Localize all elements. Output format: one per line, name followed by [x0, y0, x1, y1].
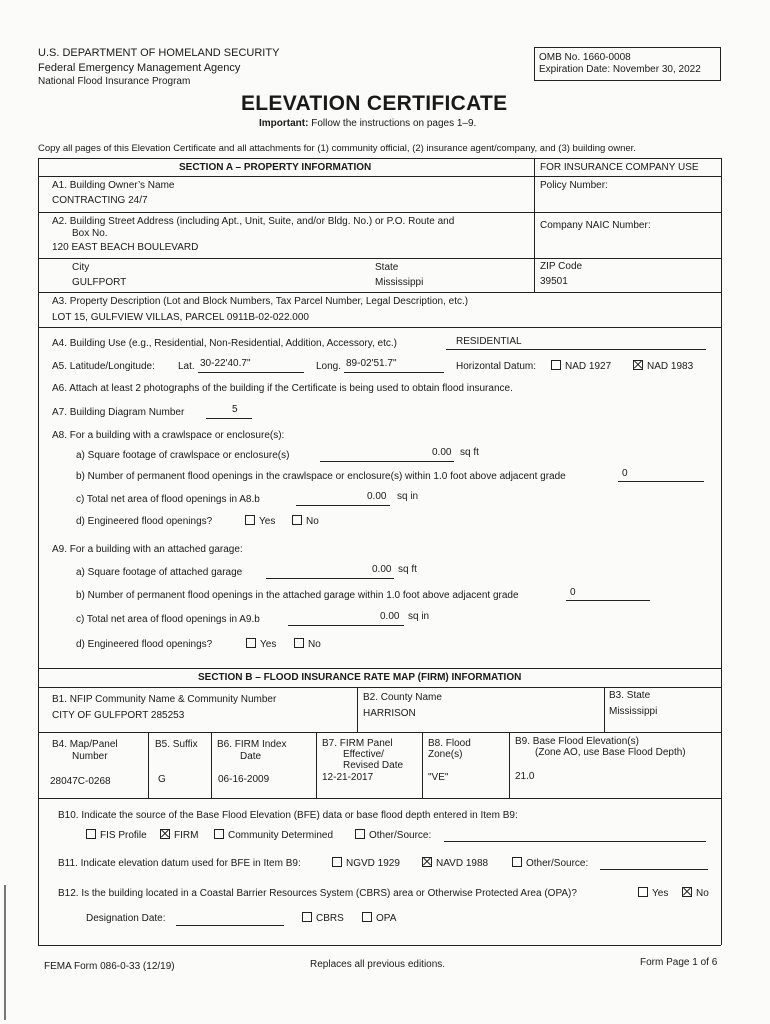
- scan-edge-shadow: [4, 885, 6, 1020]
- policy-number-label: Policy Number:: [540, 180, 608, 191]
- nad1983-option[interactable]: NAD 1983: [633, 360, 693, 372]
- a4-value[interactable]: RESIDENTIAL: [456, 336, 522, 347]
- other-source-checkbox[interactable]: [355, 829, 365, 839]
- lat-value[interactable]: 30-22'40.7": [200, 358, 251, 369]
- fis-profile-option[interactable]: FIS Profile: [86, 829, 147, 841]
- city-label: City: [72, 262, 90, 273]
- dept-name: U.S. DEPARTMENT OF HOMELAND SECURITY: [38, 47, 280, 59]
- a9c-unit: sq in: [408, 611, 430, 622]
- program-name: National Flood Insurance Program: [38, 76, 191, 87]
- b4-label-line2: Number: [72, 751, 108, 762]
- navd1988-option[interactable]: NAVD 1988: [422, 857, 488, 869]
- a7-value[interactable]: 5: [232, 404, 238, 415]
- b6-value[interactable]: 06-16-2009: [218, 774, 270, 785]
- b8-label-line1: B8. Flood: [428, 738, 471, 749]
- city-value[interactable]: GULFPORT: [72, 277, 127, 288]
- b7-label-line1: B7. FIRM Panel: [322, 738, 393, 749]
- a8c-unit: sq in: [397, 491, 419, 502]
- b5-value[interactable]: G: [158, 774, 166, 785]
- section-a-title: SECTION A – PROPERTY INFORMATION: [179, 162, 372, 173]
- opa-checkbox[interactable]: [362, 912, 372, 922]
- a8a-label: a) Square footage of crawlspace or enclosure(s): [76, 450, 290, 461]
- fis-profile-checkbox[interactable]: [86, 829, 96, 839]
- other-datum-option[interactable]: Other/Source:: [512, 857, 588, 869]
- state-value[interactable]: Mississippi: [375, 277, 424, 288]
- other-source-field[interactable]: [444, 841, 706, 842]
- b2-label: B2. County Name: [363, 692, 442, 703]
- b4-value[interactable]: 28047C-0268: [50, 776, 111, 787]
- important-note: [259, 118, 476, 129]
- a9d-no-option[interactable]: No: [294, 638, 321, 650]
- b7-label-line2: Effective/: [343, 749, 384, 760]
- designation-date-label: Designation Date:: [86, 913, 166, 924]
- a9c-label: c) Total net area of flood openings in A9.b: [76, 614, 260, 625]
- a5-label: A5. Latitude/Longitude:: [52, 361, 155, 372]
- a9d-label: d) Engineered flood openings?: [76, 639, 213, 650]
- b11-label: B11. Indicate elevation datum used for BFE in Item B9:: [58, 858, 301, 869]
- b7-value[interactable]: 12-21-2017: [322, 772, 374, 783]
- b9-label-line1: B9. Base Flood Elevation(s): [515, 736, 639, 747]
- b12-label: B12. Is the building located in a Coastal Barrier Resources System (CBRS) area or Otherwise Protected Area (OPA)?: [58, 888, 577, 899]
- a2-value[interactable]: 120 EAST BEACH BOULEVARD: [52, 242, 199, 253]
- a8b-label: b) Number of permanent flood openings in the crawlspace or enclosure(s) within 1.0 foot above adjacent grade: [76, 471, 566, 482]
- b12-yes-option[interactable]: Yes: [638, 887, 668, 899]
- a9d-yes-checkbox[interactable]: [246, 638, 256, 648]
- section-b-title: SECTION B – FLOOD INSURANCE RATE MAP (FIRM) INFORMATION: [198, 672, 522, 683]
- a9a-value[interactable]: 0.00: [372, 564, 392, 575]
- b1-label: B1. NFIP Community Name & Community Number: [52, 694, 277, 705]
- b2-value[interactable]: HARRISON: [363, 708, 416, 719]
- a8a-value[interactable]: 0.00: [432, 447, 452, 458]
- a9c-value[interactable]: 0.00: [380, 611, 400, 622]
- long-label: Long.: [316, 361, 342, 372]
- form-number: FEMA Form 086-0-33 (12/19): [44, 961, 175, 972]
- nad1927-checkbox[interactable]: [551, 360, 561, 370]
- a3-label: A3. Property Description (Lot and Block Numbers, Tax Parcel Number, Legal Description, etc.): [52, 296, 469, 307]
- a8d-no-checkbox[interactable]: [292, 515, 302, 525]
- agency-name: Federal Emergency Management Agency: [38, 62, 241, 74]
- page-number: Form Page 1 of 6: [640, 957, 718, 968]
- page-title: ELEVATION CERTIFICATE: [241, 92, 508, 115]
- nad1983-checkbox[interactable]: [633, 360, 643, 370]
- b9-value[interactable]: 21.0: [515, 771, 535, 782]
- cbrs-option[interactable]: CBRS: [302, 912, 344, 924]
- a9a-label: a) Square footage of attached garage: [76, 567, 243, 578]
- a2-label-line2: Box No.: [72, 228, 108, 239]
- long-value[interactable]: 89-02'51.7": [346, 358, 397, 369]
- a8d-yes-option[interactable]: Yes: [245, 515, 275, 527]
- a9b-value[interactable]: 0: [570, 587, 576, 598]
- community-determined-option[interactable]: Community Determined: [214, 829, 333, 841]
- other-source-option[interactable]: Other/Source:: [355, 829, 431, 841]
- replaces-note: Replaces all previous editions.: [310, 959, 446, 970]
- a8c-value[interactable]: 0.00: [367, 491, 387, 502]
- a8-label: A8. For a building with a crawlspace or enclosure(s):: [52, 430, 285, 441]
- navd1988-checkbox[interactable]: [422, 857, 432, 867]
- ngvd1929-checkbox[interactable]: [332, 857, 342, 867]
- designation-date-field[interactable]: [176, 925, 284, 926]
- b3-value[interactable]: Mississippi: [609, 706, 658, 717]
- community-determined-checkbox[interactable]: [214, 829, 224, 839]
- firm-option[interactable]: FIRM: [160, 829, 198, 841]
- b4-label-line1: B4. Map/Panel: [52, 739, 118, 750]
- b5-label: B5. Suffix: [155, 739, 198, 750]
- b12-no-option[interactable]: No: [682, 887, 709, 899]
- b6-label-line1: B6. FIRM Index: [217, 739, 287, 750]
- a8d-label: d) Engineered flood openings?: [76, 516, 213, 527]
- a1-value[interactable]: CONTRACTING 24/7: [52, 195, 148, 206]
- b3-label: B3. State: [609, 690, 651, 701]
- important-label: Important:: [259, 118, 309, 129]
- nad1927-option[interactable]: NAD 1927: [551, 360, 611, 372]
- a9a-unit: sq ft: [398, 564, 417, 575]
- a7-label: A7. Building Diagram Number: [52, 407, 185, 418]
- b12-no-checkbox[interactable]: [682, 887, 692, 897]
- a9-label: A9. For a building with an attached garage:: [52, 544, 243, 555]
- a8a-unit: sq ft: [460, 447, 479, 458]
- other-datum-field[interactable]: [600, 869, 708, 870]
- b9-label-line2: (Zone AO, use Base Flood Depth): [535, 747, 686, 758]
- horizontal-datum-label: Horizontal Datum:: [456, 361, 537, 372]
- b7-label-line3: Revised Date: [343, 760, 404, 771]
- naic-label: Company NAIC Number:: [540, 220, 651, 231]
- firm-checkbox[interactable]: [160, 829, 170, 839]
- a8b-value[interactable]: 0: [622, 468, 628, 479]
- b8-value[interactable]: "VE": [428, 772, 449, 783]
- a8d-yes-checkbox[interactable]: [245, 515, 255, 525]
- b10-label: B10. Indicate the source of the Base Flood Elevation (BFE) data or base flood depth entered in Item B9:: [58, 810, 518, 821]
- b1-value[interactable]: CITY OF GULFPORT 285253: [52, 710, 185, 721]
- opa-option[interactable]: OPA: [362, 912, 396, 924]
- expiration-date: Expiration Date: November 30, 2022: [539, 64, 701, 75]
- ngvd1929-option[interactable]: NGVD 1929: [332, 857, 400, 869]
- copy-note: Copy all pages of this Elevation Certificate and all attachments for (1) community official, (2) insurance agent/company, and (3) building owner.: [38, 143, 636, 154]
- cbrs-checkbox[interactable]: [302, 912, 312, 922]
- a9d-no-checkbox[interactable]: [294, 638, 304, 648]
- omb-number: OMB No. 1660-0008: [539, 52, 631, 63]
- a2-label-line1: A2. Building Street Address (including Apt., Unit, Suite, and/or Bldg. No.) or P.O. Route and: [52, 216, 455, 227]
- a9b-label: b) Number of permanent flood openings in the attached garage within 1.0 foot above adjacent grade: [76, 590, 519, 601]
- a4-label: A4. Building Use (e.g., Residential, Non-Residential, Addition, Accessory, etc.): [52, 338, 397, 349]
- zip-value[interactable]: 39501: [540, 276, 568, 287]
- lat-label: Lat.: [178, 361, 195, 372]
- b6-label-line2: Date: [240, 751, 262, 762]
- a8c-label: c) Total net area of flood openings in A8.b: [76, 494, 260, 505]
- state-label: State: [375, 262, 399, 273]
- other-datum-checkbox[interactable]: [512, 857, 522, 867]
- a3-value[interactable]: LOT 15, GULFVIEW VILLAS, PARCEL 0911B-02-022.000: [52, 312, 309, 323]
- insurance-use-title: FOR INSURANCE COMPANY USE: [540, 162, 699, 173]
- b12-yes-checkbox[interactable]: [638, 887, 648, 897]
- important-text: Follow the instructions on pages 1–9.: [311, 118, 477, 129]
- a8d-no-option[interactable]: No: [292, 515, 319, 527]
- zip-label: ZIP Code: [540, 261, 583, 272]
- a9d-yes-option[interactable]: Yes: [246, 638, 276, 650]
- a1-label: A1. Building Owner’s Name: [52, 180, 175, 191]
- b8-label-line2: Zone(s): [428, 749, 463, 760]
- a6-text: A6. Attach at least 2 photographs of the building if the Certificate is being used to obtain flood insurance.: [52, 383, 513, 394]
